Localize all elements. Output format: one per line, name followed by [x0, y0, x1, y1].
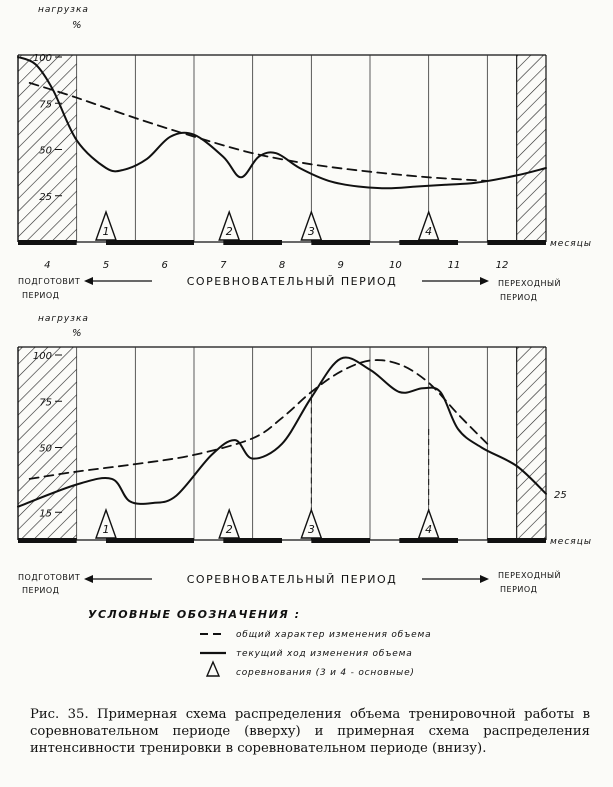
competition-period-label: СОРЕВНОВАТЕЛЬНЫЙ ПЕРИОД: [186, 573, 398, 586]
y-axis-unit: %: [72, 328, 82, 339]
series-general-trend: [30, 83, 488, 181]
timeline-segment: [223, 240, 282, 245]
hatched-transition-region: [517, 55, 546, 242]
competition-period-label: СОРЕВНОВАТЕЛЬНЫЙ ПЕРИОД: [186, 275, 398, 288]
right-value-label: 25: [554, 489, 567, 501]
month-label: 6: [161, 260, 168, 271]
prep-period-label: ПЕРИОД: [22, 586, 60, 595]
competition-label: 2: [225, 225, 233, 238]
month-label: 5: [102, 260, 110, 271]
y-tick-label: 50: [39, 145, 52, 157]
competition-label: 4: [425, 225, 433, 238]
month-label: 4: [44, 260, 51, 271]
timeline-segment: [106, 240, 194, 245]
competition-label: 1: [102, 523, 110, 536]
transition-period-label: ПЕРИОД: [500, 293, 538, 302]
arrow-left-head: [84, 277, 93, 285]
timeline-segment: [18, 240, 77, 245]
competition-label: 2: [225, 523, 233, 536]
month-label: 8: [278, 260, 286, 271]
legend-item-label: текущий ход изменения объема: [236, 649, 413, 659]
x-axis-label: месяцы: [550, 537, 592, 547]
competition-label: 3: [307, 523, 315, 536]
y-tick-label: 25: [39, 191, 52, 203]
series-current-course: [18, 57, 546, 188]
y-tick-label: 100: [32, 351, 52, 362]
month-label: 12: [495, 260, 509, 271]
timeline-segment: [106, 538, 194, 543]
month-label: 9: [337, 260, 344, 271]
series-general-trend: [30, 360, 488, 479]
prep-period-label: ПЕРИОД: [22, 291, 60, 300]
arrow-right-head: [480, 277, 489, 285]
timeline-segment: [487, 538, 546, 543]
prep-period-label: ПОДГОТОВИТ: [18, 573, 81, 582]
transition-period-label: ПЕРИОД: [500, 585, 538, 594]
series-current-course: [18, 358, 546, 507]
competition-label: 4: [425, 523, 433, 536]
competition-label: 1: [102, 225, 110, 238]
transition-period-label: ПЕРЕХОДНЫЙ: [498, 571, 562, 580]
arrow-right-head: [480, 575, 489, 583]
y-tick-label: 50: [39, 443, 52, 455]
month-label: 10: [388, 260, 402, 271]
y-tick-label: 15: [39, 508, 52, 520]
competition-label: 3: [307, 225, 315, 238]
legend-title: УСЛОВНЫЕ ОБОЗНАЧЕНИЯ :: [88, 608, 301, 621]
legend-triangle-swatch: [207, 662, 219, 676]
volume-chart: [18, 5, 592, 302]
timeline-segment: [399, 240, 458, 245]
timeline-segment: [399, 538, 458, 543]
legend-item-label: общий характер изменения объема: [236, 630, 432, 640]
y-tick-label: 100: [32, 53, 52, 64]
timeline-segment: [311, 538, 370, 543]
y-axis-label: нагрузка: [38, 5, 89, 15]
y-axis-label: нагрузка: [38, 314, 89, 324]
timeline-segment: [18, 538, 77, 543]
y-axis-unit: %: [72, 20, 82, 31]
figure-caption: Рис. 35. Примерная схема распределения объема тренировочной работы в соревновательном периоде (вверху) и примерная схема распределения интенсивности тренировки в соревновательном периоде (внизу).: [30, 707, 590, 756]
prep-period-label: ПОДГОТОВИТ: [18, 277, 81, 286]
month-label: 7: [220, 260, 227, 271]
timeline-segment: [487, 240, 546, 245]
arrow-left-head: [84, 575, 93, 583]
transition-period-label: ПЕРЕХОДНЫЙ: [498, 279, 562, 288]
y-tick-label: 75: [39, 397, 52, 409]
intensity-chart: [18, 314, 592, 595]
legend: [88, 608, 431, 678]
x-axis-label: месяцы: [550, 239, 592, 249]
timeline-segment: [311, 240, 370, 245]
y-tick-label: 75: [39, 99, 52, 111]
timeline-segment: [223, 538, 282, 543]
month-label: 11: [447, 260, 461, 271]
hatched-transition-region: [517, 347, 546, 540]
legend-item-label: соревнования (3 и 4 - основные): [236, 668, 415, 678]
